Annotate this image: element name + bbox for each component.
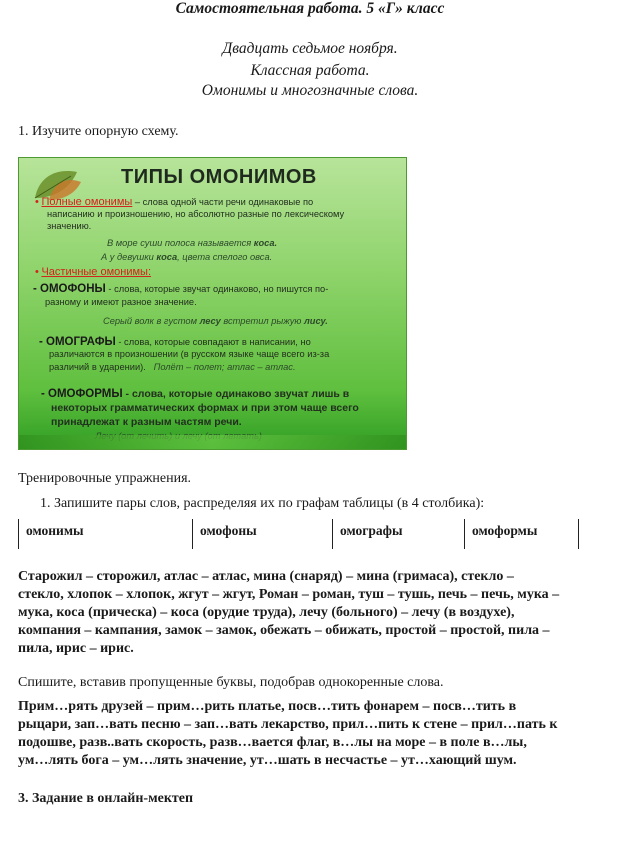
training-title: Тренировочные упражнения. [18, 471, 192, 486]
full-homonyms-label: Полные омонимы [41, 196, 133, 208]
exercise-2-instruction: Спишите, вставив пропущенные буквы, подобрав однокоренные слова. [18, 675, 444, 690]
omografy-def-line-2: различаются в произношении (в русском языке чаще всего из-за [49, 349, 330, 359]
full-def-line-2: написанию и произношению, но абсолютно разные по лексическому [47, 209, 345, 219]
page-title: Самостоятельная работа. 5 «Г» класс [175, 0, 445, 17]
work-type: Классная работа. [250, 62, 370, 79]
omoformy-line: - ОМОФОРМЫ - слова, которые одинаково звучат лишь в [41, 388, 350, 400]
table-header-omofony: омофоны [200, 523, 257, 538]
omografy-def-line-3: различий в ударении). Полёт – полет; атлас – атлас. [49, 362, 296, 372]
full-homonyms-line: • Полные омонимы – слова одной части речи одинаковые по [35, 196, 314, 208]
word-pairs-line: мука, коса (прическа) – коса (орудие труда), лечу (больного) – лечу (в воздухе), [18, 605, 515, 620]
fill-words-paragraph [18, 698, 603, 770]
word-pairs-paragraph [18, 568, 603, 658]
omofony-example: Серый волк в густом лесу встретил рыжую лису. [103, 316, 328, 326]
card-title: ТИПЫ ОМОНИМОВ [121, 166, 317, 188]
table-header-omoformy: омоформы [472, 523, 538, 538]
exercise-1-instruction: 1. Запишите пары слов, распределяя их по графам таблицы (в 4 столбика): [40, 496, 485, 511]
table-header-omografy: омографы [340, 523, 403, 538]
full-def-line-3: значению. [47, 221, 92, 231]
full-example-2: А у девушки коса, цвета спелого овса. [101, 252, 273, 262]
omofony-def-line-2: разному и имеют разное значение. [45, 297, 197, 307]
word-pairs-line: Старожил – сторожил, атлас – атлас, мина (снаряд) – мина (гримаса), стекло – [18, 569, 514, 584]
omografy-line: - ОМОГРАФЫ - слова, которые совпадают в написании, но [39, 336, 311, 348]
partial-homonyms-label: Частичные омонимы: [41, 266, 152, 278]
word-table-header [18, 519, 580, 549]
full-example-1: В море суши полоса называется коса. [107, 238, 278, 248]
word-pairs-line: пила, ирис – ирис. [18, 641, 134, 656]
lesson-date: Двадцать седьмое ноября. [222, 40, 398, 57]
omoformy-def-line-3: принадлежат к разным частям речи. [51, 416, 242, 428]
fill-words-line: подошве, разв..вать скорость, разв…вается флаг, в…лы на море – в поле в…лы, [18, 735, 527, 750]
fill-words-line: рыцари, зап…вать песню – зап…вать лекарство, прил…пить к стене – прил…пать к [18, 717, 558, 732]
omoformy-def-line-2: некоторых грамматических формах и при этом чаще всего [51, 402, 359, 414]
lesson-topic: Омонимы и многозначные слова. [201, 82, 419, 99]
task-3-heading: 3. Задание в онлайн-мектеп [18, 791, 194, 806]
word-pairs-line: компания – кампания, замок – замок, обежать – обижать, простой – простой, пила – [18, 623, 550, 638]
fill-words-line: ум…лять бога – ум…лять значение, ут…шать в несчастье – ут…хающий шум. [18, 753, 517, 768]
omofony-line: - ОМОФОНЫ - слова, которые звучат одинаково, но пишутся по- [33, 283, 329, 295]
word-pairs-line: стекло, хлопок – хлопок, жгут – жгут, Роман – роман, туш – тушь, печь – печь, мука – [18, 587, 560, 602]
card-bottom-strip [19, 435, 406, 449]
homonym-types-card [18, 157, 407, 450]
fill-words-line: Прим…рять друзей – прим…рить платье, посв…тить фонарем – посв…тить в [18, 699, 517, 714]
table-header-omonimy: омонимы [26, 523, 84, 538]
partial-homonyms-line: • Частичные омонимы: [35, 266, 152, 278]
task-1-heading: 1. Изучите опорную схему. [18, 124, 179, 139]
